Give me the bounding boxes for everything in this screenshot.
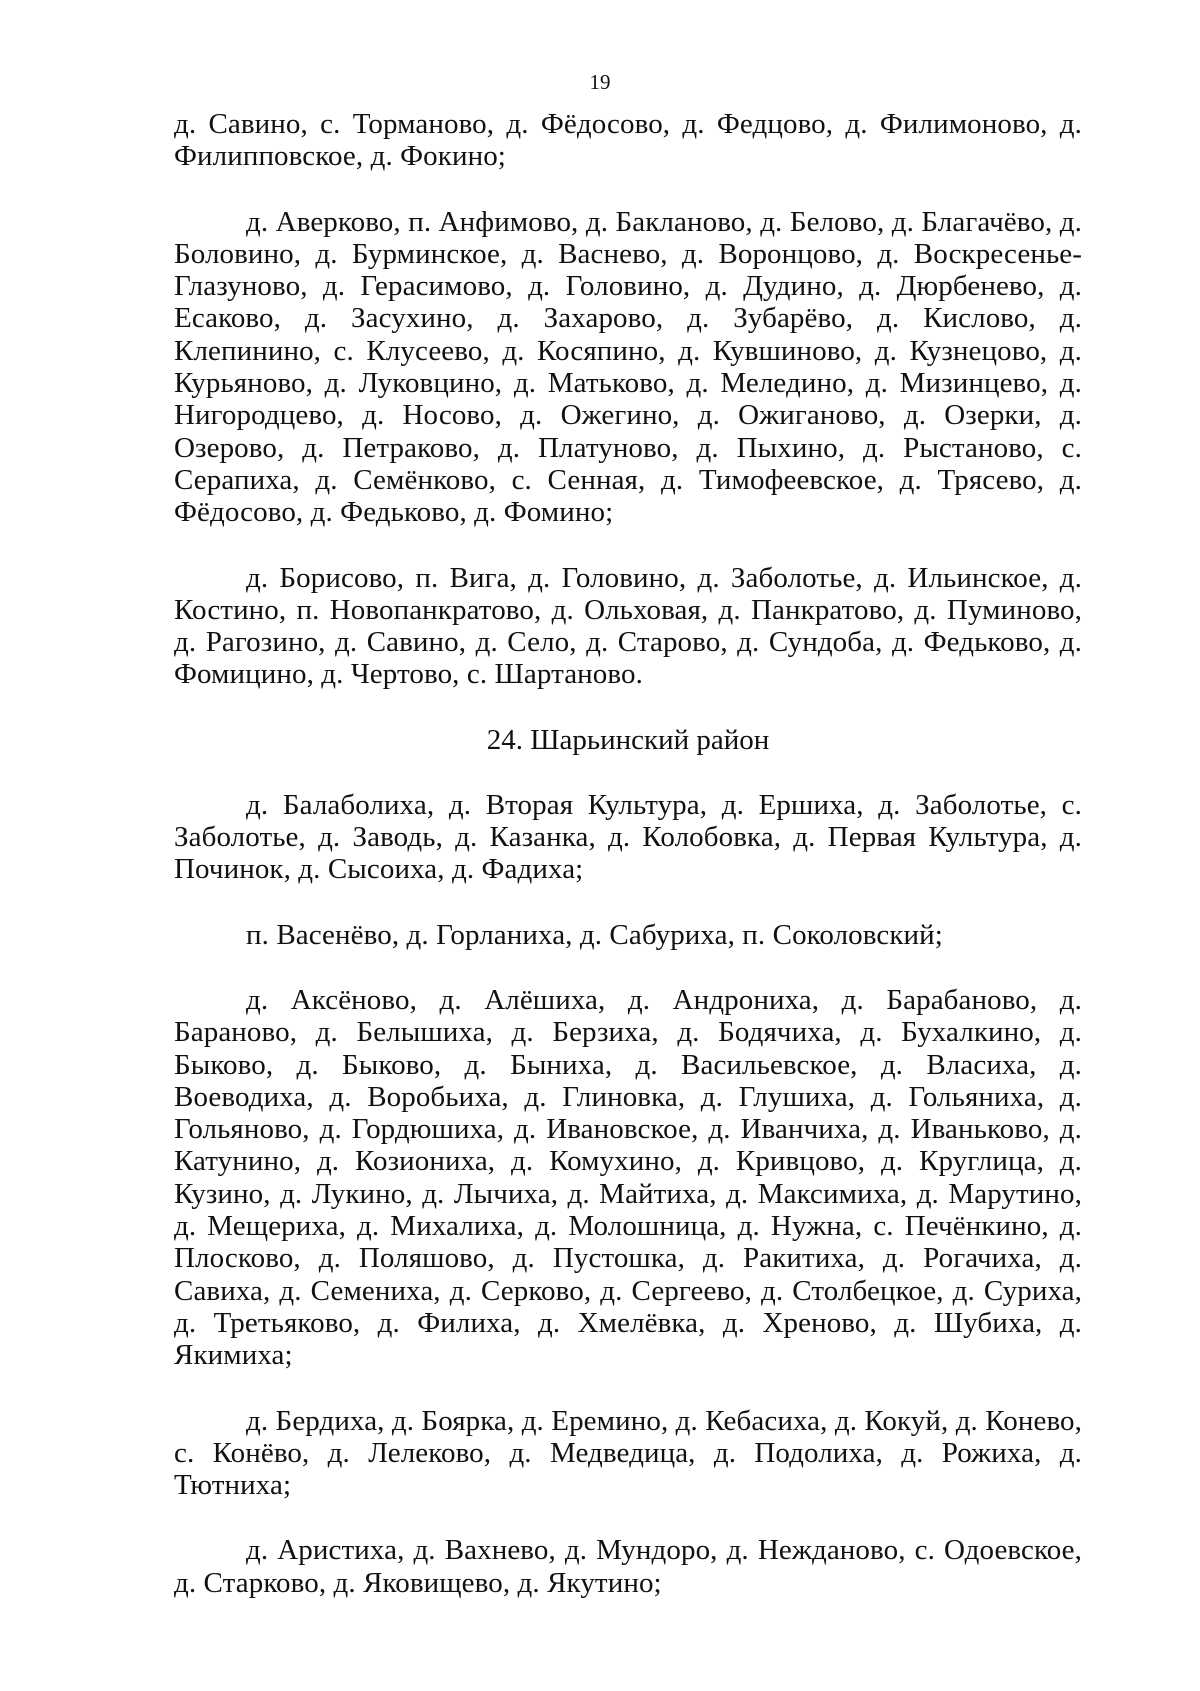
settlement-list-paragraph: д. Аверково, п. Анфимово, д. Бакланово, д. Белово, д. Благачёво, д. Боловино, д. Бурминское, д. Васнево, д. Воронцово, д. Воскресенье-Глазуново, д. Герасимово, д. Головино, д. Дудино, д. Дюрбенево, д. Есаково, д. Засухино, д. Захарово, д. Зубарёво, д. Кислово, д. Клепинино, с. Клусеево, д. Косяпино, д. Кувшиново, д. Кузнецово, д. Курьяново, д. Луковцино, д. Матьково, д. Меледино, д. Мизинцево, д. Нигородцево, д. Носово, д. Ожегино, д. Ожиганово, д. Озерки, д. Озерово, д. Петраково, д. Платуново, д. Пыхино, д. Рыстаново, с. Серапиха, д. Семёнково, с. Сенная, д. Тимофеевское, д. Трясево, д. Фёдосово, д. Федьково, д. Фомино; <box>174 205 1082 529</box>
document-body <box>174 108 1082 1599</box>
settlement-list-paragraph: п. Васенёво, д. Горланиха, д. Сабуриха, п. Соколовский; <box>246 918 943 951</box>
paragraph-continuation: д. Савино, с. Торманово, д. Фёдосово, д. Федцово, д. Филимоново, д. Филипповское, д. Фокино; <box>174 108 1082 173</box>
settlement-list-paragraph: д. Аксёново, д. Алёшиха, д. Андрониха, д. Барабаново, д. Бараново, д. Белышиха, д. Берзиха, д. Бодячиха, д. Бухалкино, д. Быково, д. Быково, д. Быниха, д. Васильевское, д. Власиха, д. Воеводиха, д. Воробьиха, д. Глиновка, д. Глушиха, д. Гольяниха, д. Гольяново, д. Гордюшиха, д. Ивановское, д. Иванчиха, д. Иваньково, д. Катунино, д. Козиониха, д. Комухино, д. Кривцово, д. Круглица, д. Кузино, д. Лукино, д. Лычиха, д. Майтиха, д. Максимиха, д. Марутино, д. Мещериха, д. Михалиха, д. Молошница, д. Нужна, с. Печёнкино, д. Плосково, д. Поляшово, д. Пустошка, д. Ракитиха, д. Рогачиха, д. Савиха, д. Семениха, д. Серково, д. Сергеево, д. Столбецкое, д. Суриха, д. Третьяково, д. Филиха, д. Хмелёвка, д. Хреново, д. Шубиха, д. Якимиха; <box>174 983 1082 1372</box>
page-number: 19 <box>589 70 611 94</box>
settlement-list-paragraph: д. Аристиха, д. Вахнево, д. Мундоро, д. Нежданово, с. Одоевское, д. Старково, д. Яковищево, д. Якутино; <box>174 1534 1082 1599</box>
settlement-list-paragraph: д. Балаболиха, д. Вторая Культура, д. Ершиха, д. Заболотье, с. Заболотье, д. Заводь, д. Казанка, д. Колобовка, д. Первая Культура, д. Починок, д. Сысоиха, д. Фадиха; <box>174 788 1082 886</box>
section-heading: 24. Шарьинский район <box>486 723 770 756</box>
settlement-list-paragraph: д. Бердиха, д. Боярка, д. Еремино, д. Кебасиха, д. Кокуй, д. Конево, с. Конёво, д. Лелеково, д. Медведица, д. Подолиха, д. Рожиха, д. Тютниха; <box>174 1404 1082 1502</box>
settlement-list-paragraph: д. Борисово, п. Вига, д. Головино, д. Заболотье, д. Ильинское, д. Костино, п. Новопанкратово, д. Ольховая, д. Панкратово, д. Пуминово, д. Рагозино, д. Савино, д. Село, д. Старово, д. Сундоба, д. Федьково, д. Фомицино, д. Чертово, с. Шартаново. <box>174 561 1082 691</box>
